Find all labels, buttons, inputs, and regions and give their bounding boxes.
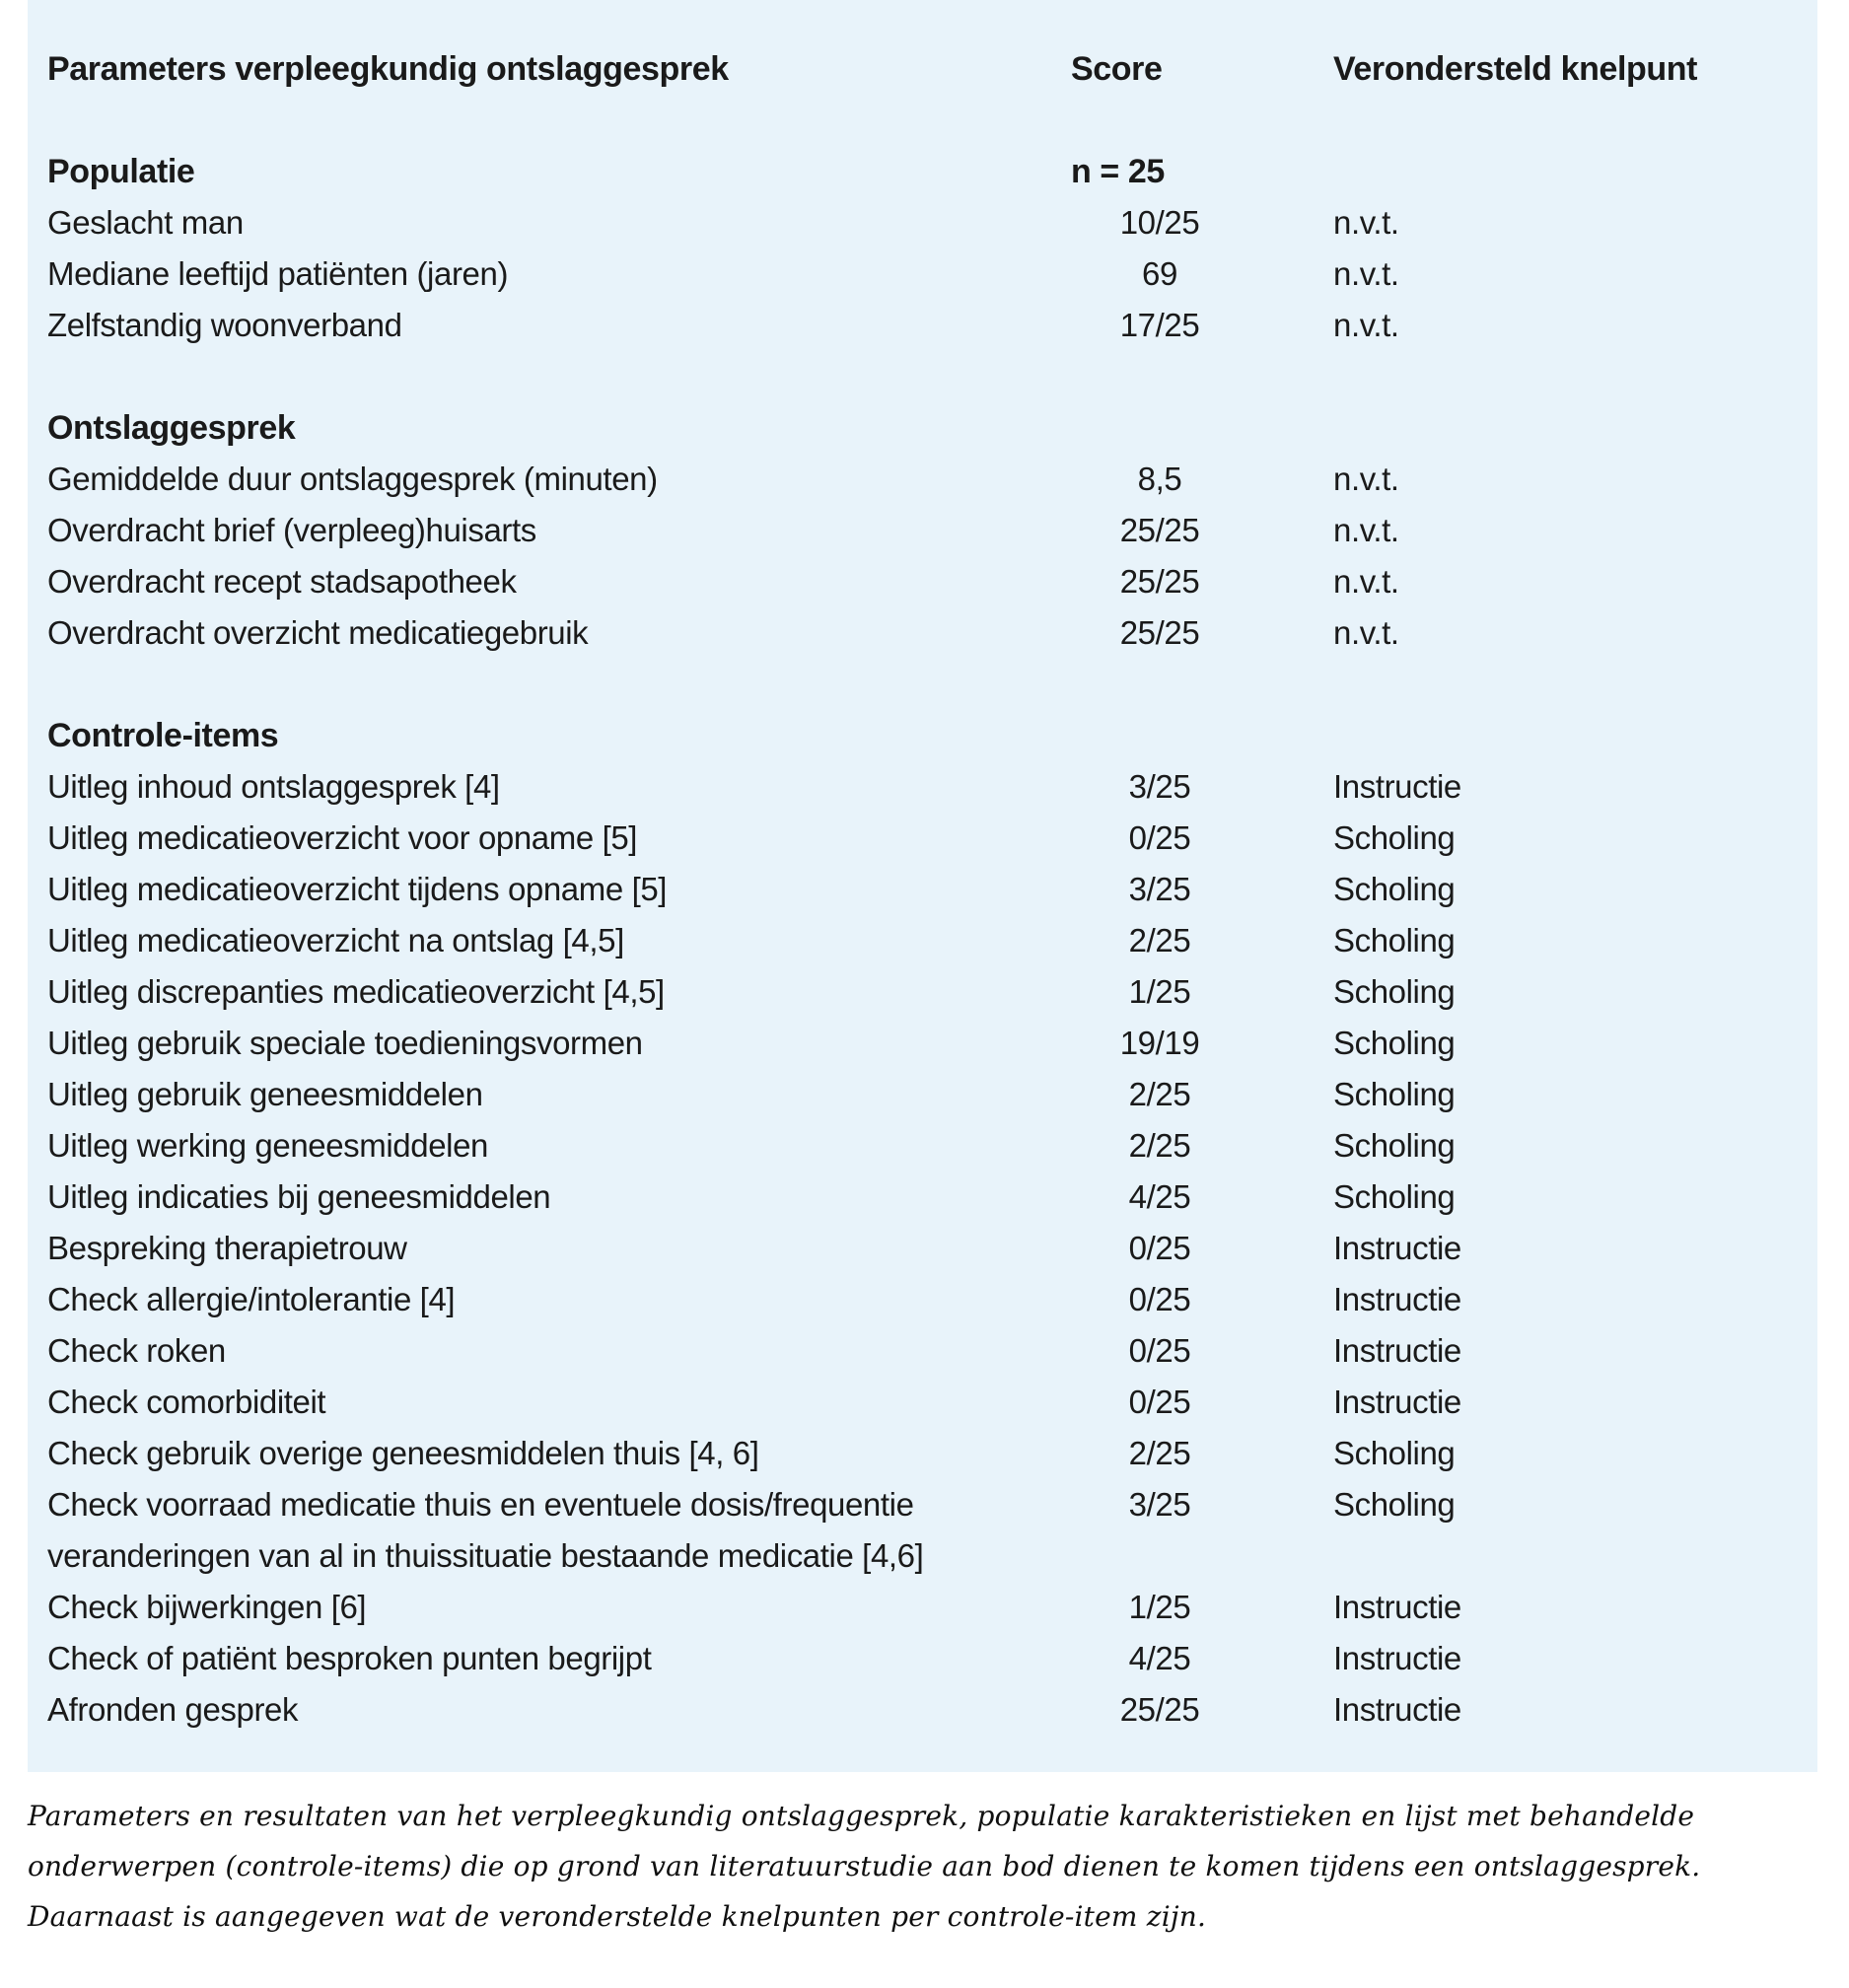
table-row (47, 1274, 1798, 1325)
section-header-row (47, 402, 1798, 454)
score-cell: 25/25 (1119, 614, 1200, 651)
knelpunt-cell: n.v.t. (1333, 461, 1399, 497)
param-cell: Uitleg medicatieoverzicht tijdens opname [5] (47, 871, 668, 907)
param-cell: Uitleg inhoud ontslaggesprek [4] (47, 768, 500, 805)
score-cell: 10/25 (1119, 204, 1200, 241)
table-row (47, 1223, 1798, 1274)
table-row (47, 1120, 1798, 1172)
knelpunt-cell: Instructie (1333, 768, 1461, 805)
section-knelpunt-label (1248, 710, 1798, 761)
section-knelpunt-label (1248, 146, 1798, 197)
knelpunt-cell: Scholing (1333, 1025, 1456, 1061)
section-header-row (47, 146, 1798, 197)
section-header-row (47, 710, 1798, 761)
score-cell: 4/25 (1128, 1178, 1191, 1215)
param-cell: Check comorbiditeit (47, 1384, 326, 1420)
param-cell: Uitleg gebruik geneesmiddelen (47, 1076, 483, 1112)
param-cell: Uitleg discrepanties medicatieoverzicht [4,5] (47, 973, 665, 1010)
table-body (47, 95, 1798, 1736)
param-cell: Gemiddelde duur ontslaggesprek (minuten) (47, 461, 658, 497)
knelpunt-cell: Scholing (1333, 1127, 1456, 1164)
param-cell: Uitleg medicatieoverzicht voor opname [5] (47, 819, 638, 856)
score-cell: 25/25 (1119, 512, 1200, 548)
knelpunt-cell: n.v.t. (1333, 614, 1399, 651)
score-cell: 19/19 (1119, 1025, 1200, 1061)
knelpunt-cell: Instructie (1333, 1691, 1461, 1728)
table-row (47, 966, 1798, 1018)
param-cell: Overdracht overzicht medicatiegebruik (47, 614, 589, 651)
table-row (47, 248, 1798, 300)
section-score-label (1071, 402, 1248, 454)
score-cell: 0/25 (1128, 1230, 1191, 1266)
score-cell: 0/25 (1128, 1384, 1191, 1420)
section-knelpunt-label (1248, 402, 1798, 454)
param-cell: Overdracht recept stadsapotheek (47, 563, 517, 600)
score-cell: 0/25 (1128, 1332, 1191, 1369)
score-cell: 25/25 (1119, 563, 1200, 600)
score-cell: 25/25 (1119, 1691, 1200, 1728)
section-gap (47, 659, 1798, 710)
table-row (47, 1172, 1798, 1223)
score-cell: 4/25 (1128, 1640, 1191, 1676)
table-row (47, 454, 1798, 505)
table-row (47, 761, 1798, 813)
table-row (47, 607, 1798, 659)
knelpunt-cell: Instructie (1333, 1640, 1461, 1676)
table-panel (28, 0, 1817, 1772)
score-cell: 17/25 (1119, 307, 1200, 343)
section-title: Controle-items (47, 717, 279, 754)
score-cell: 2/25 (1128, 1127, 1191, 1164)
param-cell: Check gebruik overige geneesmiddelen thuis [4, 6] (47, 1435, 759, 1471)
param-cell: Uitleg werking geneesmiddelen (47, 1127, 489, 1164)
table-row (47, 197, 1798, 248)
column-header-score: Score (1071, 50, 1163, 88)
knelpunt-cell: Scholing (1333, 1178, 1456, 1215)
score-cell: 3/25 (1128, 1486, 1191, 1523)
param-cell: Overdracht brief (verpleeg)huisarts (47, 512, 536, 548)
param-cell: Check allergie/intolerantie [4] (47, 1281, 456, 1317)
knelpunt-cell: Scholing (1333, 819, 1456, 856)
knelpunt-cell: Scholing (1333, 1076, 1456, 1112)
param-cell: Check roken (47, 1332, 226, 1369)
score-cell: 69 (1142, 255, 1177, 292)
param-cell: Uitleg medicatieoverzicht na ontslag [4,5] (47, 922, 624, 958)
knelpunt-cell: n.v.t. (1333, 204, 1399, 241)
section-gap (47, 351, 1798, 402)
table-caption: Parameters en resultaten van het verpleegkundig ontslaggesprek, populatie karakteristieken en lijst met behandelde onderwerpen (controle-items) die op grond van literatuurstudie aan bod dienen te komen tijdens een ontslaggesprek. Daarnaast is aangegeven wat de veronderstelde knelpunten per controle-item zijn. (28, 1800, 1701, 1933)
score-cell: 0/25 (1128, 1281, 1191, 1317)
knelpunt-cell: Scholing (1333, 973, 1456, 1010)
column-header-knelpunt: Verondersteld knelpunt (1333, 50, 1698, 88)
param-cell: Uitleg indicaties bij geneesmiddelen (47, 1178, 551, 1215)
column-header-parameters: Parameters verpleegkundig ontslaggesprek (47, 50, 729, 88)
param-cell: Mediane leeftijd patiënten (jaren) (47, 255, 509, 292)
score-cell: 0/25 (1128, 819, 1191, 856)
param-cell: Uitleg gebruik speciale toedieningsvormen (47, 1025, 643, 1061)
param-cell: Geslacht man (47, 204, 244, 241)
param-cell: Bespreking therapietrouw (47, 1230, 407, 1266)
knelpunt-cell: n.v.t. (1333, 255, 1399, 292)
knelpunt-cell: Scholing (1333, 1486, 1456, 1523)
table-row (47, 915, 1798, 966)
table-row (47, 505, 1798, 556)
param-cell: Check of patiënt besproken punten begrijpt (47, 1640, 652, 1676)
table-header-row (47, 43, 1798, 95)
score-cell: 2/25 (1128, 1076, 1191, 1112)
knelpunt-cell: n.v.t. (1333, 307, 1399, 343)
knelpunt-cell: Scholing (1333, 1435, 1456, 1471)
knelpunt-cell: Instructie (1333, 1281, 1461, 1317)
section-title: Ontslaggesprek (47, 409, 296, 447)
table-row (47, 1582, 1798, 1633)
table-row (47, 813, 1798, 864)
section-score-label: n = 25 (1071, 153, 1165, 190)
table-row (47, 1018, 1798, 1069)
score-cell: 2/25 (1128, 922, 1191, 958)
section-gap (47, 95, 1798, 146)
table-row (47, 300, 1798, 351)
score-cell: 3/25 (1128, 768, 1191, 805)
table-row (47, 1684, 1798, 1736)
score-cell: 1/25 (1128, 973, 1191, 1010)
knelpunt-cell: Scholing (1333, 922, 1456, 958)
param-cell: Check bijwerkingen [6] (47, 1589, 367, 1625)
table-row (47, 1069, 1798, 1120)
param-cell: Zelfstandig woonverband (47, 307, 402, 343)
table-row (47, 1479, 1798, 1582)
knelpunt-cell: Instructie (1333, 1384, 1461, 1420)
table-row (47, 1325, 1798, 1377)
table-row (47, 1633, 1798, 1684)
param-cell: Check voorraad medicatie thuis en eventuele dosis/frequentie veranderingen van al in thuissituatie bestaande medicatie [4,6] (47, 1486, 924, 1574)
table-row (47, 864, 1798, 915)
knelpunt-cell: Scholing (1333, 871, 1456, 907)
knelpunt-cell: Instructie (1333, 1230, 1461, 1266)
score-cell: 1/25 (1128, 1589, 1191, 1625)
param-cell: Afronden gesprek (47, 1691, 299, 1728)
table-row (47, 556, 1798, 607)
table-row (47, 1377, 1798, 1428)
table-row (47, 1428, 1798, 1479)
knelpunt-cell: Instructie (1333, 1332, 1461, 1369)
section-score-label (1071, 710, 1248, 761)
knelpunt-cell: n.v.t. (1333, 563, 1399, 600)
section-title: Populatie (47, 153, 195, 190)
score-cell: 3/25 (1128, 871, 1191, 907)
knelpunt-cell: Instructie (1333, 1589, 1461, 1625)
score-cell: 8,5 (1137, 461, 1182, 497)
knelpunt-cell: n.v.t. (1333, 512, 1399, 548)
score-cell: 2/25 (1128, 1435, 1191, 1471)
